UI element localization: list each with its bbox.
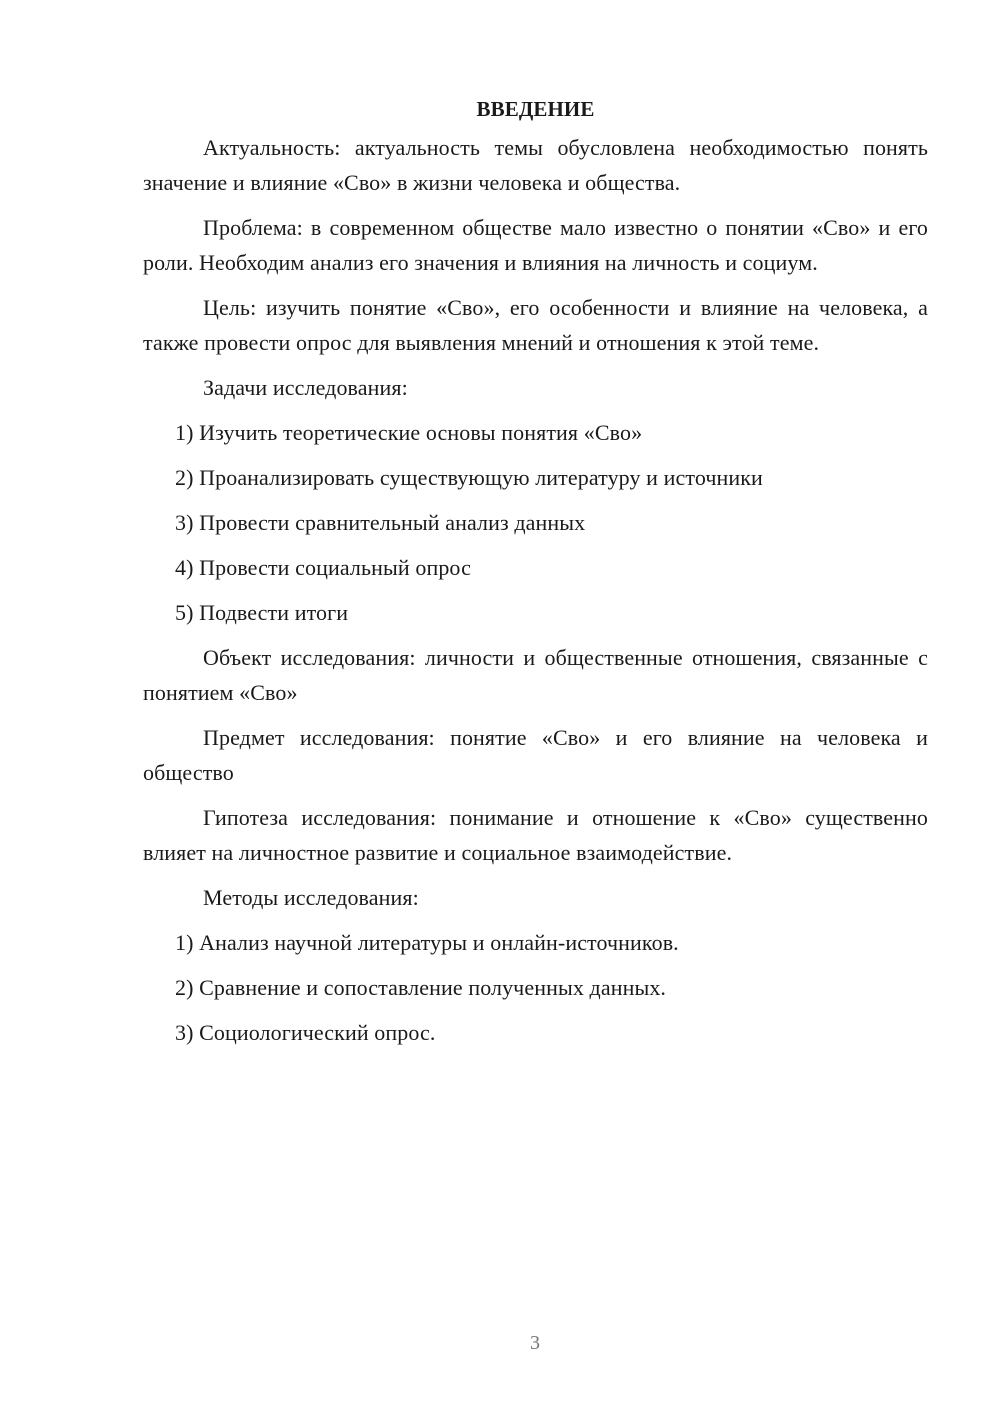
list-item: 3) Социологический опрос. [175,1020,436,1045]
page-number: 3 [530,1332,540,1354]
list-item: 5) Подвести итоги [175,600,349,625]
tasks-list [143,415,928,630]
problem-paragraph: Проблема: в современном обществе мало известно о понятии «Сво» и его роли. Необходим анализ его значения и влияния на личность и социум. [143,215,928,275]
document-body [143,94,928,1060]
list-item: 1) Анализ научной литературы и онлайн-источников. [175,930,679,955]
methods-heading: Методы исследования: [203,885,419,910]
list-item: 1) Изучить теоретические основы понятия «Сво» [175,420,643,445]
hypothesis-paragraph: Гипотеза исследования: понимание и отношение к «Сво» существенно влияет на личностное развитие и социальное взаимодействие. [143,805,928,865]
goal-paragraph: Цель: изучить понятие «Сво», его особенности и влияние на человека, а также провести опрос для выявления мнений и отношения к этой теме. [143,295,928,355]
list-item: 2) Сравнение и сопоставление полученных данных. [175,975,667,1000]
list-item: 4) Провести социальный опрос [175,555,471,580]
tasks-heading: Задачи исследования: [203,375,408,400]
methods-list [143,925,928,1050]
object-paragraph: Объект исследования: личности и общественные отношения, связанные с понятием «Сво» [143,645,928,705]
subject-paragraph: Предмет исследования: понятие «Сво» и его влияние на человека и общество [143,725,928,785]
section-title: ВВЕДЕНИЕ [476,97,595,121]
list-item: 3) Провести сравнительный анализ данных [175,510,586,535]
relevance-paragraph: Актуальность: актуальность темы обусловлена необходимостью понять значение и влияние «Сво» в жизни человека и общества. [143,135,928,195]
list-item: 2) Проанализировать существующую литературу и источники [175,465,763,490]
